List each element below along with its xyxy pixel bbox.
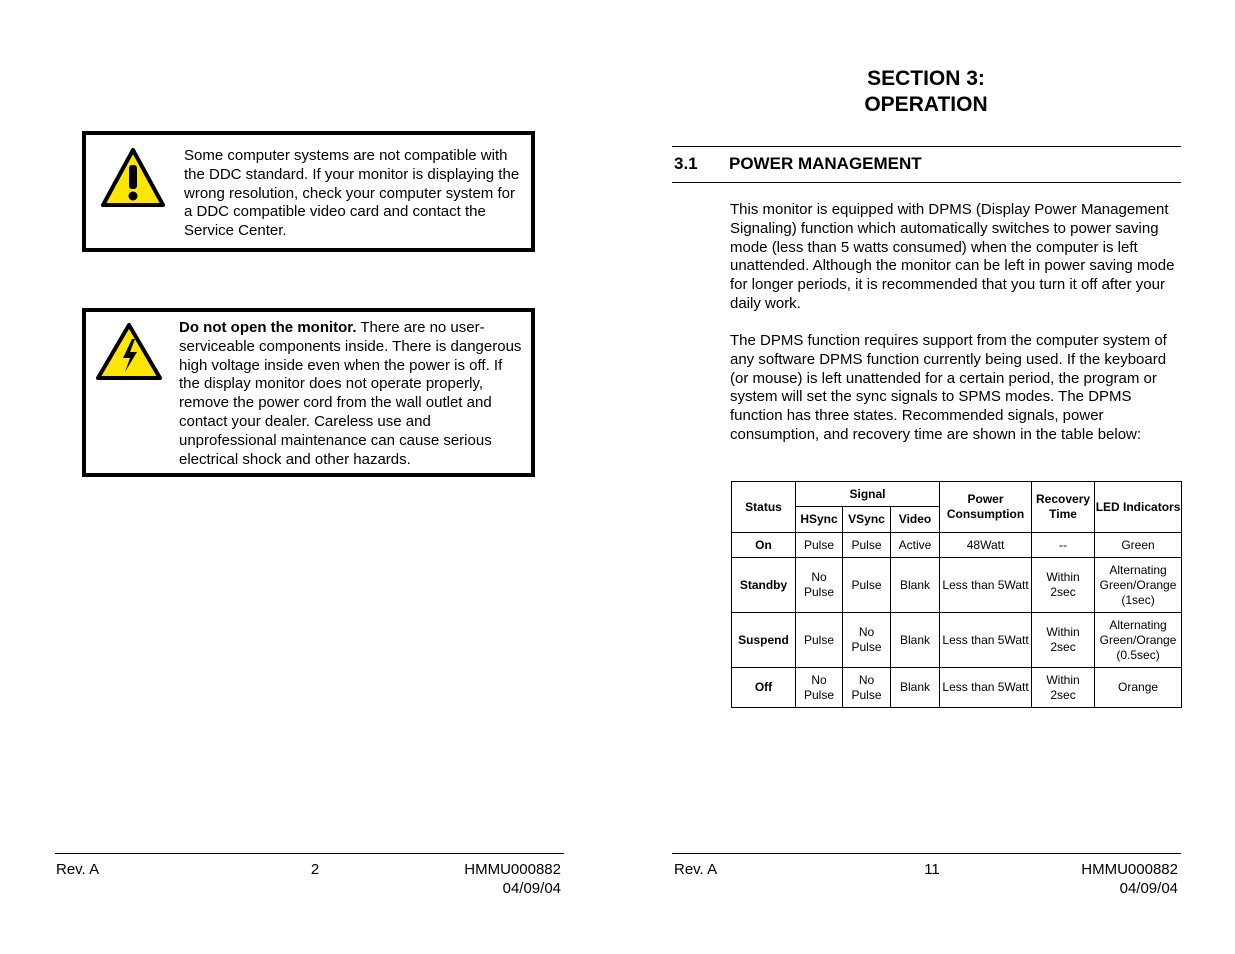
status-cell: Suspend xyxy=(732,613,796,668)
vsync-cell: No Pulse xyxy=(843,613,891,668)
led-cell: Alternating Green/Orange (0.5sec) xyxy=(1095,613,1182,668)
left-footer-doc-number: HMMU000882 xyxy=(464,861,561,878)
status-cell: On xyxy=(732,533,796,558)
header-signal: Signal xyxy=(796,482,940,507)
power-cell: 48Watt xyxy=(940,533,1032,558)
video-cell: Blank xyxy=(891,613,940,668)
left-footer-rev: Rev. A xyxy=(56,861,100,878)
right-footer-rev: Rev. A xyxy=(674,861,718,878)
header-led-indicators: LED Indicators xyxy=(1095,482,1182,533)
table-row xyxy=(732,558,1182,613)
header-recovery-time: Recovery Time xyxy=(1032,482,1095,533)
high-voltage-warning-box xyxy=(82,308,535,477)
status-cell: Standby xyxy=(732,558,796,613)
section-title-line1: SECTION 3: xyxy=(867,67,985,90)
table-row xyxy=(732,533,1182,558)
right-footer-page-number: 11 xyxy=(924,861,940,878)
left-footer-rule xyxy=(55,853,564,854)
high-voltage-warning-icon xyxy=(95,322,163,382)
status-cell: Off xyxy=(732,668,796,708)
video-cell: Active xyxy=(891,533,940,558)
video-cell: Blank xyxy=(891,668,940,708)
hsync-cell: No Pulse xyxy=(796,558,843,613)
exclamation-warning-icon xyxy=(100,147,166,209)
video-cell: Blank xyxy=(891,558,940,613)
warning-bold-lead: Do not open the monitor. xyxy=(179,319,357,336)
subsection-top-rule xyxy=(672,146,1181,147)
recovery-cell: Within 2sec xyxy=(1032,668,1095,708)
led-cell: Alternating Green/Orange (1sec) xyxy=(1095,558,1182,613)
dpms-function-paragraph: The DPMS function requires support from the computer system of any software DPMS function currently being used. If the keyboard (or mouse) is left unattended for a certain period, the program or system will set the sync signals to SPMS modes. The DPMS function has three states. Recommended signals, power consumption, and recovery time are shown in the table below: xyxy=(730,332,1167,443)
section-title-line2: OPERATION xyxy=(864,93,988,116)
vsync-cell: No Pulse xyxy=(843,668,891,708)
recovery-cell: Within 2sec xyxy=(1032,558,1095,613)
header-status: Status xyxy=(732,482,796,533)
dpms-intro-paragraph: This monitor is equipped with DPMS (Display Power Management Signaling) function which automatically switches to power saving mode (less than 5 watts consumed) when the computer is left unattended. Although the monitor can be left in power saving mode for longer periods, it is recommended that you turn it off after your daily work. xyxy=(730,201,1175,312)
power-cell: Less than 5Watt xyxy=(940,558,1032,613)
compatibility-warning-text: Some computer systems are not compatible with the DDC standard. If your monitor is displaying the wrong resolution, check your computer system for a DDC compatible video card and contact the Service Center. xyxy=(184,147,520,240)
hsync-cell: Pulse xyxy=(796,613,843,668)
power-cell: Less than 5Watt xyxy=(940,613,1032,668)
subsection-bottom-rule xyxy=(672,182,1181,183)
led-cell: Orange xyxy=(1095,668,1182,708)
left-footer-date: 04/09/04 xyxy=(502,880,561,897)
table-row xyxy=(732,668,1182,708)
high-voltage-warning-text xyxy=(179,319,527,469)
right-footer-rule xyxy=(672,853,1181,854)
right-footer-date: 04/09/04 xyxy=(1119,880,1178,897)
vsync-cell: Pulse xyxy=(843,533,891,558)
recovery-cell: Within 2sec xyxy=(1032,613,1095,668)
recovery-cell: -- xyxy=(1032,533,1095,558)
table-row xyxy=(732,613,1182,668)
subsection-title: POWER MANAGEMENT xyxy=(729,154,922,173)
warning-body: There are no user-serviceable components inside. There is dangerous high voltage inside even when the power is off. If the display monitor does not operate properly, remove the power cord from the wall outlet and contact your dealer. Careless use and unprofessional maintenance can cause serious electrical shock and other hazards. xyxy=(179,319,522,468)
led-cell: Green xyxy=(1095,533,1182,558)
hsync-cell: No Pulse xyxy=(796,668,843,708)
power-cell: Less than 5Watt xyxy=(940,668,1032,708)
header-power-consumption: Power Consumption xyxy=(940,482,1032,533)
vsync-cell: Pulse xyxy=(843,558,891,613)
hsync-cell: Pulse xyxy=(796,533,843,558)
compatibility-warning-box xyxy=(82,131,535,252)
left-footer-page-number: 2 xyxy=(310,861,320,878)
subsection-number: 3.1 xyxy=(674,154,698,173)
header-vsync: VSync xyxy=(843,507,891,533)
right-footer-doc-number: HMMU000882 xyxy=(1081,861,1178,878)
dpms-states-table xyxy=(731,481,1182,708)
header-video: Video xyxy=(891,507,940,533)
header-hsync: HSync xyxy=(796,507,843,533)
